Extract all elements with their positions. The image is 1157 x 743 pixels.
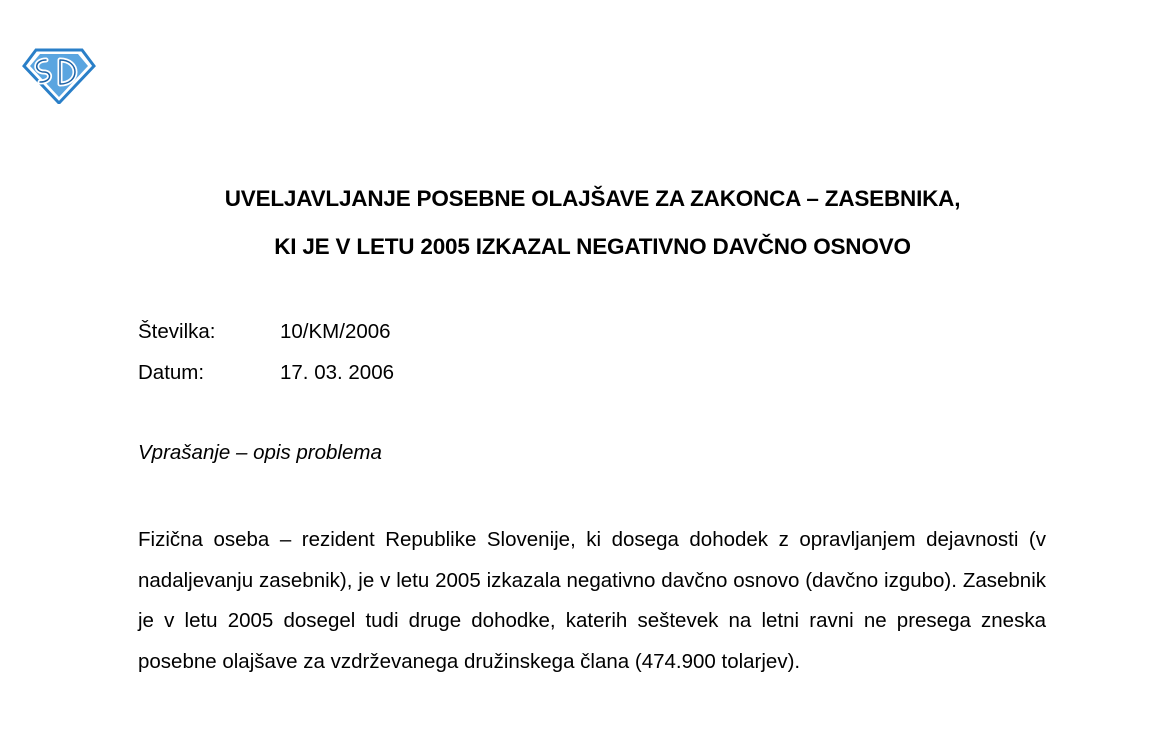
body-paragraph: Fizična oseba – rezident Republike Slovenije, ki dosega dohodek z opravljanjem dejavnosti (v nadaljevanju zasebnik), je v letu 2005 izkazala negativno davčno osnovo (davčno izgubo). Zasebnik je v letu 2005 dosegel tudi druge dohodke, katerih seštevek na letni ravni ne presega zneska posebne olajšave za vzdrževanega družinskega člana (474.900 tolarjev). bbox=[138, 528, 1046, 673]
document-date-label: Datum: bbox=[138, 361, 205, 384]
document-title-line-2: KI JE V LETU 2005 IZKAZAL NEGATIVNO DAVČNO OSNOVO bbox=[274, 234, 911, 259]
document-number-value: 10/KM/2006 bbox=[280, 320, 391, 343]
document-number-row bbox=[138, 320, 391, 344]
document-number-label: Številka: bbox=[138, 320, 216, 343]
document-title-line-1: UVELJAVLJANJE POSEBNE OLAJŠAVE ZA ZAKONCA – ZASEBNIKA, bbox=[224, 186, 961, 211]
sd-shield-logo-icon bbox=[22, 48, 96, 104]
document-date-value: 17. 03. 2006 bbox=[280, 361, 394, 384]
section-heading: Vprašanje – opis problema bbox=[138, 441, 382, 464]
document-date-row bbox=[138, 361, 394, 385]
